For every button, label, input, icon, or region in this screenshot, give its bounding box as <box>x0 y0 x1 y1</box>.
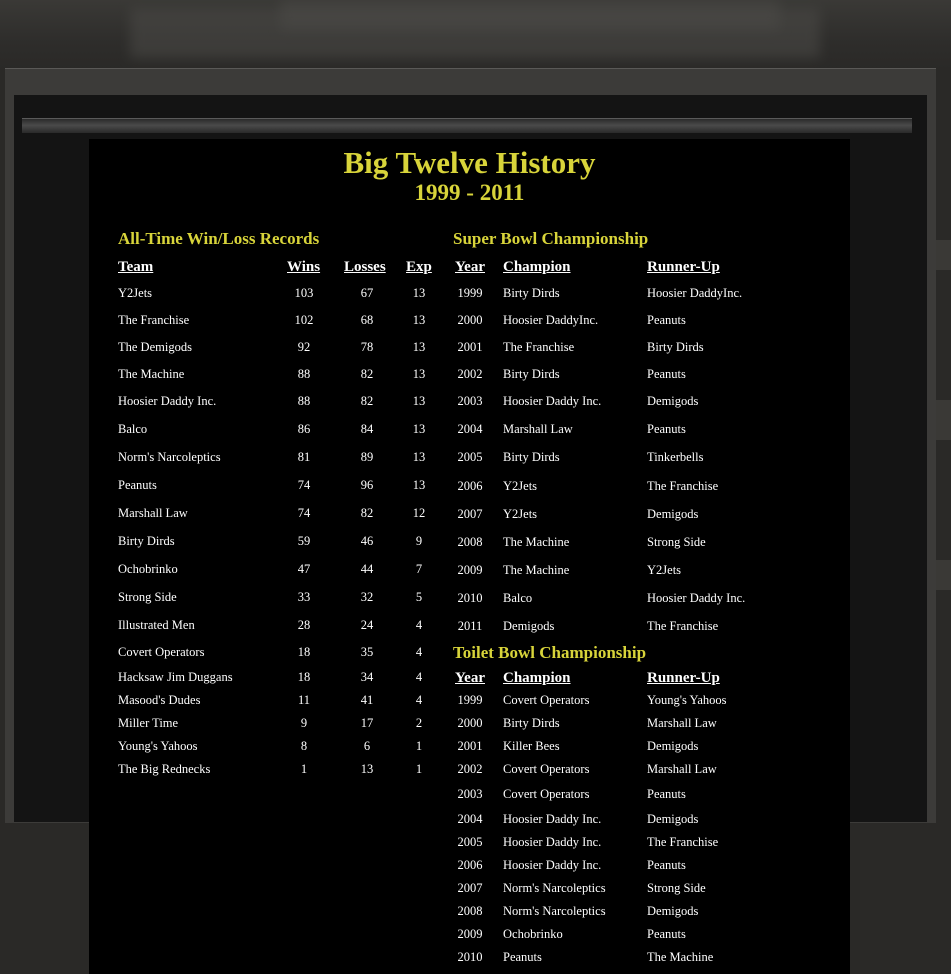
team-losses: 84 <box>360 422 374 436</box>
toiletbowl-year: 2003 <box>457 787 483 801</box>
table-row <box>89 618 850 638</box>
team-name: Balco <box>118 422 148 436</box>
team-losses: 82 <box>360 506 374 520</box>
table-row <box>89 421 850 441</box>
superbowl-year: 2006 <box>457 479 483 493</box>
toiletbowl-year: 2006 <box>457 858 483 872</box>
page-title: Big Twelve History <box>343 145 596 180</box>
team-losses: 78 <box>360 340 374 354</box>
toiletbowl-champion: Norm's Narcoleptics <box>503 881 606 895</box>
superbowl-runnerup: Hoosier Daddy Inc. <box>647 591 746 605</box>
team-exp: 7 <box>415 562 423 576</box>
background-header-blur <box>0 0 951 70</box>
team-exp: 1 <box>415 762 423 776</box>
team-exp: 2 <box>415 716 423 730</box>
table-row <box>89 786 850 806</box>
team-name: Peanuts <box>118 478 157 492</box>
table-row <box>89 880 850 900</box>
table-row <box>89 449 850 469</box>
superbowl-runnerup: Demigods <box>647 394 699 408</box>
toiletbowl-year: 2010 <box>457 950 483 964</box>
history-panel <box>89 139 850 974</box>
background-ghost <box>280 0 780 30</box>
team-losses: 96 <box>360 478 374 492</box>
records-header-losses: Losses <box>344 259 386 275</box>
team-losses: 17 <box>360 716 374 730</box>
superbowl-champion: The Franchise <box>503 340 575 354</box>
toiletbowl-year: 2009 <box>457 927 483 941</box>
superbowl-year: 2008 <box>457 535 483 549</box>
toiletbowl-champion: Peanuts <box>503 950 542 964</box>
team-name: Ochobrinko <box>118 562 178 576</box>
toiletbowl-heading: Toilet Bowl Championship <box>453 643 647 662</box>
background-ghost <box>936 560 951 590</box>
team-name: The Machine <box>118 367 185 381</box>
team-exp: 5 <box>415 590 423 604</box>
team-exp: 4 <box>415 693 423 707</box>
background-ghost <box>936 240 951 270</box>
toiletbowl-year: 2001 <box>457 739 483 753</box>
superbowl-runnerup: Peanuts <box>647 367 686 381</box>
superbowl-champion: Balco <box>503 591 533 605</box>
toiletbowl-champion: Birty Dirds <box>503 716 560 730</box>
toiletbowl-champion: Killer Bees <box>503 739 560 753</box>
toiletbowl-champion: Hoosier Daddy Inc. <box>503 835 602 849</box>
table-row <box>89 506 850 526</box>
team-wins: 86 <box>297 422 311 436</box>
superbowl-champion: Marshall Law <box>503 422 573 436</box>
superbowl-year: 2005 <box>457 450 483 464</box>
superbowl-champion: Y2Jets <box>503 507 538 521</box>
toiletbowl-runnerup: Strong Side <box>647 881 706 895</box>
team-wins: 47 <box>297 562 311 576</box>
superbowl-runnerup: Peanuts <box>647 313 686 327</box>
page-subtitle: 1999 - 2011 <box>414 180 525 205</box>
team-wins: 33 <box>297 590 311 604</box>
team-losses: 34 <box>360 670 374 684</box>
toiletbowl-runnerup: Demigods <box>647 812 699 826</box>
superbowl-runnerup: Y2Jets <box>647 563 682 577</box>
toiletbowl-year: 2008 <box>457 904 483 918</box>
superbowl-runnerup: Tinkerbells <box>647 450 704 464</box>
team-name: The Franchise <box>118 313 190 327</box>
team-wins: 18 <box>297 670 311 684</box>
team-wins: 59 <box>297 534 311 548</box>
team-exp: 4 <box>415 670 423 684</box>
team-losses: 24 <box>360 618 374 632</box>
team-name: Young's Yahoos <box>118 739 198 753</box>
team-wins: 103 <box>294 286 314 300</box>
toiletbowl-header-runnerup: Runner-Up <box>647 670 720 686</box>
superbowl-header-year: Year <box>455 259 485 275</box>
toiletbowl-runnerup: Peanuts <box>647 927 686 941</box>
superbowl-year: 2002 <box>457 367 483 381</box>
toiletbowl-runnerup: Peanuts <box>647 787 686 801</box>
team-exp: 13 <box>412 313 426 327</box>
team-name: Marshall Law <box>118 506 188 520</box>
toiletbowl-year: 2005 <box>457 835 483 849</box>
records-header-team: Team <box>118 259 154 275</box>
table-row <box>89 692 850 712</box>
team-name: Masood's Dudes <box>118 693 201 707</box>
team-wins: 102 <box>294 313 314 327</box>
team-exp: 1 <box>415 739 423 753</box>
superbowl-runnerup: Demigods <box>647 507 699 521</box>
superbowl-year: 2004 <box>457 422 483 436</box>
superbowl-year: 1999 <box>457 286 483 300</box>
toiletbowl-runnerup: Marshall Law <box>647 762 717 776</box>
team-wins: 11 <box>297 693 311 707</box>
team-exp: 9 <box>415 534 423 548</box>
team-name: Miller Time <box>118 716 179 730</box>
toiletbowl-year: 2007 <box>457 881 483 895</box>
toiletbowl-runnerup: The Machine <box>647 950 714 964</box>
table-row <box>89 903 850 923</box>
team-exp: 13 <box>412 394 426 408</box>
team-name: Strong Side <box>118 590 177 604</box>
toiletbowl-runnerup: Peanuts <box>647 858 686 872</box>
superbowl-champion: The Machine <box>503 535 570 549</box>
superbowl-header-runnerup: Runner-Up <box>647 259 720 275</box>
team-wins: 74 <box>297 478 311 492</box>
team-losses: 82 <box>360 367 374 381</box>
team-wins: 1 <box>300 762 308 776</box>
records-header-exp: Exp <box>406 259 432 275</box>
team-losses: 89 <box>360 450 374 464</box>
table-row <box>89 285 850 305</box>
superbowl-year: 2007 <box>457 507 483 521</box>
toiletbowl-runnerup: Demigods <box>647 739 699 753</box>
team-wins: 9 <box>300 716 308 730</box>
superbowl-champion: The Machine <box>503 563 570 577</box>
superbowl-champion: Birty Dirds <box>503 286 560 300</box>
toiletbowl-champion: Covert Operators <box>503 693 590 707</box>
superbowl-champion: Y2Jets <box>503 479 538 493</box>
superbowl-champion: Demigods <box>503 619 555 633</box>
toiletbowl-year: 2002 <box>457 762 483 776</box>
team-exp: 4 <box>415 618 423 632</box>
table-row <box>89 811 850 831</box>
team-wins: 81 <box>297 450 311 464</box>
table-row <box>89 738 850 758</box>
header-bar <box>22 118 912 133</box>
team-wins: 8 <box>300 739 308 753</box>
team-name: Covert Operators <box>118 645 205 659</box>
toiletbowl-year: 1999 <box>457 693 483 707</box>
team-name: Illustrated Men <box>118 618 195 632</box>
team-name: The Demigods <box>118 340 192 354</box>
team-name: Hoosier Daddy Inc. <box>118 394 217 408</box>
toiletbowl-runnerup: The Franchise <box>647 835 719 849</box>
background-ghost <box>936 400 951 440</box>
toiletbowl-runnerup: Demigods <box>647 904 699 918</box>
team-wins: 74 <box>297 506 311 520</box>
superbowl-champion: Hoosier DaddyInc. <box>503 313 599 327</box>
team-exp: 12 <box>412 506 426 520</box>
superbowl-champion: Birty Dirds <box>503 450 560 464</box>
team-losses: 68 <box>360 313 374 327</box>
table-row <box>89 590 850 610</box>
team-losses: 35 <box>360 645 374 659</box>
superbowl-runnerup: Hoosier DaddyInc. <box>647 286 743 300</box>
superbowl-year: 2011 <box>457 619 483 633</box>
team-name: Norm's Narcoleptics <box>118 450 221 464</box>
team-losses: 46 <box>360 534 374 548</box>
team-losses: 82 <box>360 394 374 408</box>
team-wins: 92 <box>297 340 311 354</box>
team-name: Birty Dirds <box>118 534 175 548</box>
team-name: Hacksaw Jim Duggans <box>118 670 233 684</box>
records-header-wins: Wins <box>287 259 321 275</box>
toiletbowl-champion: Norm's Narcoleptics <box>503 904 606 918</box>
superbowl-heading: Super Bowl Championship <box>453 229 649 248</box>
toiletbowl-champion: Ochobrinko <box>503 927 563 941</box>
team-losses: 32 <box>360 590 374 604</box>
team-losses: 67 <box>360 286 374 300</box>
team-exp: 13 <box>412 286 426 300</box>
table-row <box>89 339 850 359</box>
superbowl-runnerup: Birty Dirds <box>647 340 704 354</box>
table-row <box>89 312 850 332</box>
team-wins: 28 <box>297 618 311 632</box>
team-name: Y2Jets <box>118 286 153 300</box>
team-wins: 88 <box>297 394 311 408</box>
records-heading: All-Time Win/Loss Records <box>118 229 320 248</box>
team-losses: 41 <box>360 693 374 707</box>
toiletbowl-champion: Covert Operators <box>503 762 590 776</box>
toiletbowl-header-champion: Champion <box>503 670 571 686</box>
superbowl-year: 2010 <box>457 591 483 605</box>
superbowl-runnerup: Strong Side <box>647 535 706 549</box>
team-exp: 13 <box>412 450 426 464</box>
toiletbowl-runnerup: Young's Yahoos <box>647 693 727 707</box>
team-losses: 44 <box>360 562 374 576</box>
team-exp: 13 <box>412 367 426 381</box>
toiletbowl-year: 2000 <box>457 716 483 730</box>
table-row <box>89 478 850 498</box>
team-exp: 13 <box>412 422 426 436</box>
table-row <box>89 834 850 854</box>
table-row <box>89 562 850 582</box>
superbowl-runnerup: Peanuts <box>647 422 686 436</box>
team-losses: 13 <box>360 762 374 776</box>
team-exp: 4 <box>415 645 423 659</box>
toiletbowl-year: 2004 <box>457 812 483 826</box>
superbowl-year: 2001 <box>457 340 483 354</box>
team-exp: 13 <box>412 340 426 354</box>
table-row <box>89 926 850 946</box>
superbowl-champion: Birty Dirds <box>503 367 560 381</box>
table-row <box>89 715 850 735</box>
superbowl-year: 2003 <box>457 394 483 408</box>
superbowl-year: 2000 <box>457 313 483 327</box>
superbowl-year: 2009 <box>457 563 483 577</box>
team-wins: 18 <box>297 645 311 659</box>
superbowl-header-champion: Champion <box>503 259 571 275</box>
table-row <box>89 761 850 781</box>
team-name: The Big Rednecks <box>118 762 211 776</box>
superbowl-runnerup: The Franchise <box>647 619 719 633</box>
table-row <box>89 534 850 554</box>
table-row <box>89 857 850 877</box>
table-row <box>89 366 850 386</box>
toiletbowl-champion: Hoosier Daddy Inc. <box>503 812 602 826</box>
superbowl-champion: Hoosier Daddy Inc. <box>503 394 602 408</box>
toiletbowl-runnerup: Marshall Law <box>647 716 717 730</box>
team-exp: 13 <box>412 478 426 492</box>
team-losses: 6 <box>363 739 371 753</box>
toiletbowl-header-year: Year <box>455 670 485 686</box>
table-row <box>89 949 850 969</box>
toiletbowl-champion: Covert Operators <box>503 787 590 801</box>
superbowl-runnerup: The Franchise <box>647 479 719 493</box>
table-row <box>89 393 850 413</box>
toiletbowl-champion: Hoosier Daddy Inc. <box>503 858 602 872</box>
team-wins: 88 <box>297 367 311 381</box>
